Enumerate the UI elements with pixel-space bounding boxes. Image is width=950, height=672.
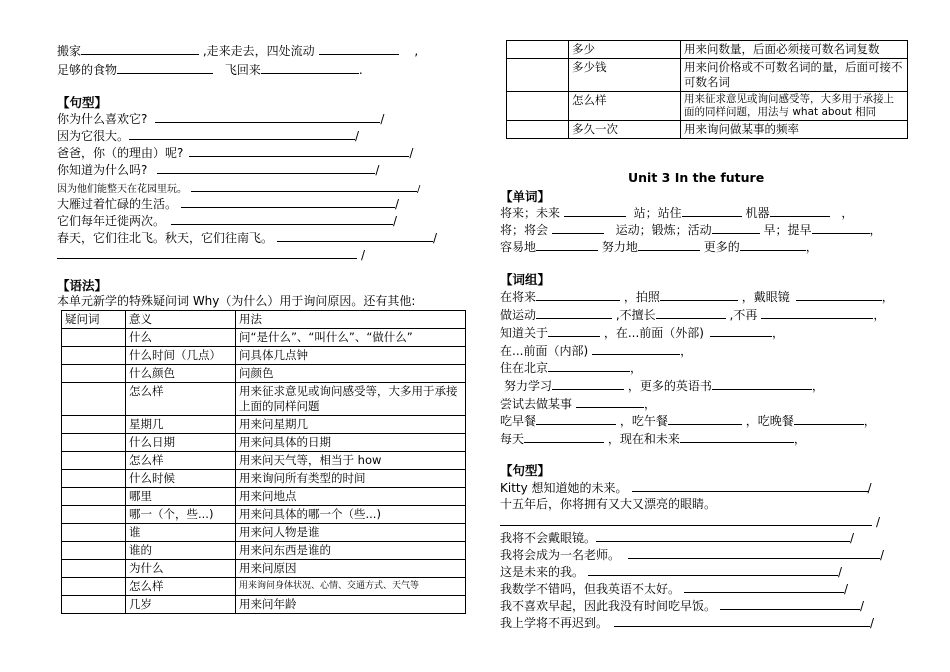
punct: ， xyxy=(881,290,894,304)
word-hard: 努力地 xyxy=(601,240,638,254)
sentence-text: 因为他们能整天在花园里玩。 xyxy=(57,184,187,195)
phrase-line-8 xyxy=(500,413,876,428)
sentence-text: 春天，它们往北飞。秋天，它们往南飞。 xyxy=(57,231,274,245)
sentence-text: 因为它很大。 xyxy=(57,129,130,143)
blank[interactable] xyxy=(596,530,850,542)
meaning-cell: 哪里 xyxy=(126,488,236,506)
blank[interactable] xyxy=(57,247,357,259)
blank[interactable] xyxy=(740,239,806,251)
usage-cell: 问“是什么”、“叫什么”、“做什么” xyxy=(236,329,466,347)
sentence-text: 我数学不错吗，但我英语不太好。 xyxy=(500,582,681,596)
table-row xyxy=(507,59,908,92)
meaning-cell: 什么时候 xyxy=(126,470,236,488)
slash: / xyxy=(850,531,855,545)
blank[interactable] xyxy=(668,413,742,425)
slash: / xyxy=(433,231,438,245)
meaning-cell: 多少 xyxy=(569,41,681,59)
phrase-line-4 xyxy=(500,343,692,358)
meaning-cell: 什么时间（几点） xyxy=(126,347,236,365)
phrase-text: 吃早餐 xyxy=(500,414,537,428)
punct: ， xyxy=(805,240,818,254)
vocab-line-1 xyxy=(57,43,418,58)
punct: ， xyxy=(630,361,643,375)
table-row xyxy=(62,578,466,596)
word-line-2 xyxy=(500,222,882,237)
blank[interactable] xyxy=(564,205,626,217)
question-word-table xyxy=(61,310,466,614)
blank-cell[interactable] xyxy=(62,488,126,506)
sentence-text: 我将会成为一名老师。 xyxy=(500,548,621,562)
blank[interactable] xyxy=(189,145,409,157)
sentence-r4 xyxy=(500,547,884,562)
sentence-text: Kitty 想知道她的未来。 xyxy=(500,481,628,495)
meaning-cell: 多久一次 xyxy=(569,121,681,139)
slash: / xyxy=(838,565,843,579)
table-header-row xyxy=(62,311,466,329)
usage-cell: 用来问星期几 xyxy=(236,416,466,434)
phrase-line-3 xyxy=(500,325,784,340)
blank-cell[interactable] xyxy=(507,121,569,139)
header-cell: 疑问词 xyxy=(62,311,126,329)
punct: ， xyxy=(873,308,886,322)
meaning-cell: 怎么样 xyxy=(569,92,681,121)
meaning-cell: 什么 xyxy=(126,329,236,347)
sentence-3 xyxy=(57,145,413,160)
table-row xyxy=(62,383,466,416)
table-row xyxy=(507,41,908,59)
sentence-r2: 十五年后，你将拥有又大又漂亮的眼睛。 xyxy=(500,497,717,511)
sentence-heading: 【句型】 xyxy=(57,95,108,110)
blank[interactable] xyxy=(536,307,612,319)
blank-cell[interactable] xyxy=(62,560,126,578)
usage-cell: 用来问具体的哪一个（些...) xyxy=(236,506,466,524)
sentence-text: 你为什么喜欢它? xyxy=(57,112,148,126)
sentence-text: 这是未来的我。 xyxy=(500,565,585,579)
table-row xyxy=(62,452,466,470)
blank[interactable] xyxy=(712,222,760,234)
slash: / xyxy=(417,184,421,195)
sentence-text: 它们每年迁徙两次。 xyxy=(57,214,166,228)
word-future: 将来；未来 xyxy=(500,206,561,220)
sentence-1 xyxy=(57,111,384,126)
sentence-text: 爸爸，你（的理由）呢? xyxy=(57,146,184,160)
blank[interactable] xyxy=(656,307,726,319)
meaning-cell: 为什么 xyxy=(126,560,236,578)
phrase-text: ，戴眼镜 xyxy=(741,290,790,304)
word-line-1 xyxy=(500,205,853,220)
blank[interactable] xyxy=(684,581,844,593)
vocab-fly-back: 飞回来 xyxy=(224,63,261,77)
blank[interactable] xyxy=(552,378,624,390)
blank-cell[interactable] xyxy=(62,524,126,542)
sentence-r6 xyxy=(500,581,848,596)
meaning-cell: 谁的 xyxy=(126,542,236,560)
phrase-text: ，更多的英语书 xyxy=(627,379,712,393)
table-row xyxy=(507,121,908,139)
blank-cell[interactable] xyxy=(507,92,569,121)
blank[interactable] xyxy=(710,325,772,337)
word-line-3 xyxy=(500,239,818,254)
blank[interactable] xyxy=(500,514,872,526)
slash: / xyxy=(355,129,360,143)
blank[interactable] xyxy=(536,413,616,425)
blank[interactable] xyxy=(129,128,355,140)
phrase-text: 努力学习 xyxy=(504,379,553,393)
sentence-text: 大雁过着忙碌的生活。 xyxy=(57,197,178,211)
blank[interactable] xyxy=(628,547,880,559)
usage-cell: 问具体几点钟 xyxy=(236,347,466,365)
blank-cell[interactable] xyxy=(62,596,126,614)
usage-cell: 问颜色 xyxy=(236,365,466,383)
vocab-line-2 xyxy=(57,62,363,77)
table-row xyxy=(507,92,908,121)
vocab-walk-around: ,走来走去，四处流动 xyxy=(202,44,315,58)
vocab-move-house: 搬家 xyxy=(57,44,82,58)
grammar-heading: 【语法】 xyxy=(57,278,108,293)
phrase-text: ，吃午餐 xyxy=(619,414,668,428)
blank[interactable] xyxy=(712,378,812,390)
phrase-text: 做运动 xyxy=(500,308,537,322)
blank[interactable] xyxy=(536,289,620,301)
slash: / xyxy=(395,197,400,211)
phrase-text: ,不再 xyxy=(729,308,758,322)
phrase-text: ，在...前面（外部) xyxy=(603,326,704,340)
blank[interactable] xyxy=(588,564,838,576)
sentence-r5 xyxy=(500,564,842,579)
punct: ， xyxy=(841,206,854,220)
slash: / xyxy=(880,548,885,562)
usage-cell: 用来问原因 xyxy=(236,560,466,578)
usage-cell: 用来问东西是谁的 xyxy=(236,542,466,560)
slash: / xyxy=(380,112,385,126)
phrase-line-5 xyxy=(500,360,642,375)
phrase-line-9 xyxy=(500,431,806,446)
table-row xyxy=(62,524,466,542)
blank[interactable] xyxy=(812,222,870,234)
punct: ， xyxy=(793,432,806,446)
blank[interactable] xyxy=(796,289,882,301)
blank-cell[interactable] xyxy=(62,365,126,383)
blank-cell[interactable] xyxy=(62,416,126,434)
meaning-cell: 哪一（个，些...) xyxy=(126,506,236,524)
phrase-text: 尝试去做某事 xyxy=(500,397,573,411)
usage-cell: 用来问具体的日期 xyxy=(236,434,466,452)
blank[interactable] xyxy=(632,480,868,492)
blank-cell[interactable] xyxy=(62,578,126,596)
phrase-text: 在将来 xyxy=(500,290,537,304)
phrase-text: ，拍照 xyxy=(623,290,660,304)
usage-cell: 用来问人物是谁 xyxy=(236,524,466,542)
slash: / xyxy=(860,599,865,613)
blank[interactable] xyxy=(680,431,794,443)
blank[interactable] xyxy=(155,111,380,123)
blank[interactable] xyxy=(614,615,870,627)
table-row xyxy=(62,488,466,506)
table-row xyxy=(62,596,466,614)
punct: ， xyxy=(811,379,824,393)
word-easily: 容易地 xyxy=(500,240,537,254)
blank[interactable] xyxy=(536,239,598,251)
sentence-r1 xyxy=(500,480,872,495)
blank[interactable] xyxy=(319,43,399,55)
sentence-text: 你知道为什么吗? xyxy=(57,163,148,177)
blank[interactable] xyxy=(171,213,393,225)
phrase-line-2 xyxy=(500,307,885,322)
blank[interactable] xyxy=(761,307,873,319)
table-row xyxy=(62,506,466,524)
vocab-enough-food: 足够的食物 xyxy=(57,63,118,77)
blank[interactable] xyxy=(191,180,417,192)
meaning-cell: 什么颜色 xyxy=(126,365,236,383)
word-more: 更多的 xyxy=(703,240,740,254)
grammar-intro: 本单元新学的特殊疑问词 Why（为什么）用于询问原因。还有其他: xyxy=(57,294,416,308)
table-row xyxy=(62,329,466,347)
phrase-line-6 xyxy=(504,378,824,393)
punct: ， xyxy=(680,344,693,358)
meaning-cell: 多少钱 xyxy=(569,59,681,92)
usage-cell: 用来询问身体状况、心情、交通方式、天气等 xyxy=(236,578,466,596)
blank[interactable] xyxy=(770,205,830,217)
blank-cell[interactable] xyxy=(62,452,126,470)
slash: / xyxy=(876,515,881,529)
blank-cell[interactable] xyxy=(62,506,126,524)
sentence-5 xyxy=(57,180,420,197)
blank-cell[interactable] xyxy=(507,59,569,92)
header-cell: 用法 xyxy=(236,311,466,329)
punct: . xyxy=(358,63,363,77)
sentence-text: 我将不会戴眼镜。 xyxy=(500,531,597,545)
slash: / xyxy=(409,146,414,160)
blank[interactable] xyxy=(660,289,738,301)
usage-cell: 用来问数量，后面必须接可数名词复数 xyxy=(681,41,908,59)
sentence-2 xyxy=(57,128,359,143)
sentence-r3 xyxy=(500,530,854,545)
word-exercise: 运动；锻炼；活动 xyxy=(615,223,712,237)
blank[interactable] xyxy=(261,62,359,74)
meaning-cell: 什么日期 xyxy=(126,434,236,452)
sentence-r7 xyxy=(500,598,864,613)
phrase-line-7 xyxy=(500,396,656,411)
phrase-line-1 xyxy=(500,289,894,304)
blank[interactable] xyxy=(548,325,600,337)
slash: / xyxy=(870,616,875,630)
usage-cell: 用来征求意见或询问感受等，大多用于承接上面的同样问题，用法与 what about 相同 xyxy=(681,92,908,121)
blank[interactable] xyxy=(277,230,433,242)
word-station: 站；站住 xyxy=(633,206,682,220)
blank[interactable] xyxy=(117,62,213,74)
slash: / xyxy=(844,582,849,596)
slash: / xyxy=(393,214,398,228)
sentence-7 xyxy=(57,213,397,228)
slash: / xyxy=(867,481,872,495)
phrase-text: 知道关于 xyxy=(500,326,549,340)
unit-title: Unit 3 In the future xyxy=(628,170,765,185)
phrase-text: ，吃晚餐 xyxy=(745,414,794,428)
blank-cell[interactable] xyxy=(62,470,126,488)
phrase-text: 在...前面（内部) xyxy=(500,344,589,358)
sentence-r2-cont xyxy=(500,514,880,529)
usage-cell: 用来问地点 xyxy=(236,488,466,506)
blank-cell[interactable] xyxy=(507,41,569,59)
blank-cell[interactable] xyxy=(62,329,126,347)
word-heading: 【单词】 xyxy=(500,189,551,204)
blank[interactable] xyxy=(552,222,604,234)
word-machine: 机器 xyxy=(745,206,770,220)
blank[interactable] xyxy=(638,239,700,251)
sentence-heading-right: 【句型】 xyxy=(500,463,551,478)
sentence-text: 我不喜欢早起，因此我没有时间吃早饭。 xyxy=(500,599,717,613)
phrase-text: 每天 xyxy=(500,432,525,446)
slash: / xyxy=(361,248,366,262)
header-cell: 意义 xyxy=(126,311,236,329)
blank[interactable] xyxy=(524,431,604,443)
usage-cell: 用来问天气等，相当于 how xyxy=(236,452,466,470)
sentence-6 xyxy=(57,196,399,211)
sentence-4 xyxy=(57,162,379,177)
slash: / xyxy=(375,163,380,177)
meaning-cell: 星期几 xyxy=(126,416,236,434)
blank[interactable] xyxy=(682,205,742,217)
blank[interactable] xyxy=(720,598,860,610)
sentence-8 xyxy=(57,230,437,245)
table-row xyxy=(62,560,466,578)
blank-cell[interactable] xyxy=(62,383,126,416)
meaning-cell: 怎么样 xyxy=(126,578,236,596)
table-row xyxy=(62,365,466,383)
sentence-8-cont xyxy=(57,247,365,262)
punct: ， xyxy=(644,397,657,411)
table-row xyxy=(62,542,466,560)
blank[interactable] xyxy=(157,162,375,174)
table-row xyxy=(62,347,466,365)
table-row xyxy=(62,470,466,488)
blank[interactable] xyxy=(181,196,395,208)
blank-cell[interactable] xyxy=(62,542,126,560)
meaning-cell: 怎么样 xyxy=(126,383,236,416)
meaning-cell: 谁 xyxy=(126,524,236,542)
usage-cell: 用来询问做某事的频率 xyxy=(681,121,908,139)
punct: ， xyxy=(869,223,882,237)
word-will: 将；将会 xyxy=(500,223,549,237)
table-row xyxy=(62,416,466,434)
blank[interactable] xyxy=(794,413,864,425)
punct: ， xyxy=(771,326,784,340)
usage-cell: 用来询问所有类型的时间 xyxy=(236,470,466,488)
usage-cell: 用来问价格或不可数名词的量，后面可接不可数名词 xyxy=(681,59,908,92)
phrase-text: ，现在和未来 xyxy=(607,432,680,446)
sentence-r8 xyxy=(500,615,874,630)
blank-cell[interactable] xyxy=(62,434,126,452)
usage-cell: 用来征求意见或询问感受等，大多用于承接上面的同样问题 xyxy=(236,383,466,416)
meaning-cell: 怎么样 xyxy=(126,452,236,470)
usage-cell: 用来问年龄 xyxy=(236,596,466,614)
question-word-table-cont xyxy=(506,40,908,139)
phrase-heading: 【词组】 xyxy=(500,272,551,287)
punct: , xyxy=(414,44,419,58)
word-early: 早；提早 xyxy=(763,223,812,237)
blank[interactable] xyxy=(592,343,680,355)
blank[interactable] xyxy=(548,360,630,372)
blank[interactable] xyxy=(81,43,199,55)
phrase-text: ,不擅长 xyxy=(615,308,656,322)
blank-cell[interactable] xyxy=(62,347,126,365)
punct: ， xyxy=(863,414,876,428)
meaning-cell: 几岁 xyxy=(126,596,236,614)
sentence-text: 我上学将不再迟到。 xyxy=(500,616,609,630)
phrase-text: 住在北京 xyxy=(500,361,549,375)
blank[interactable] xyxy=(576,396,644,408)
table-row xyxy=(62,434,466,452)
